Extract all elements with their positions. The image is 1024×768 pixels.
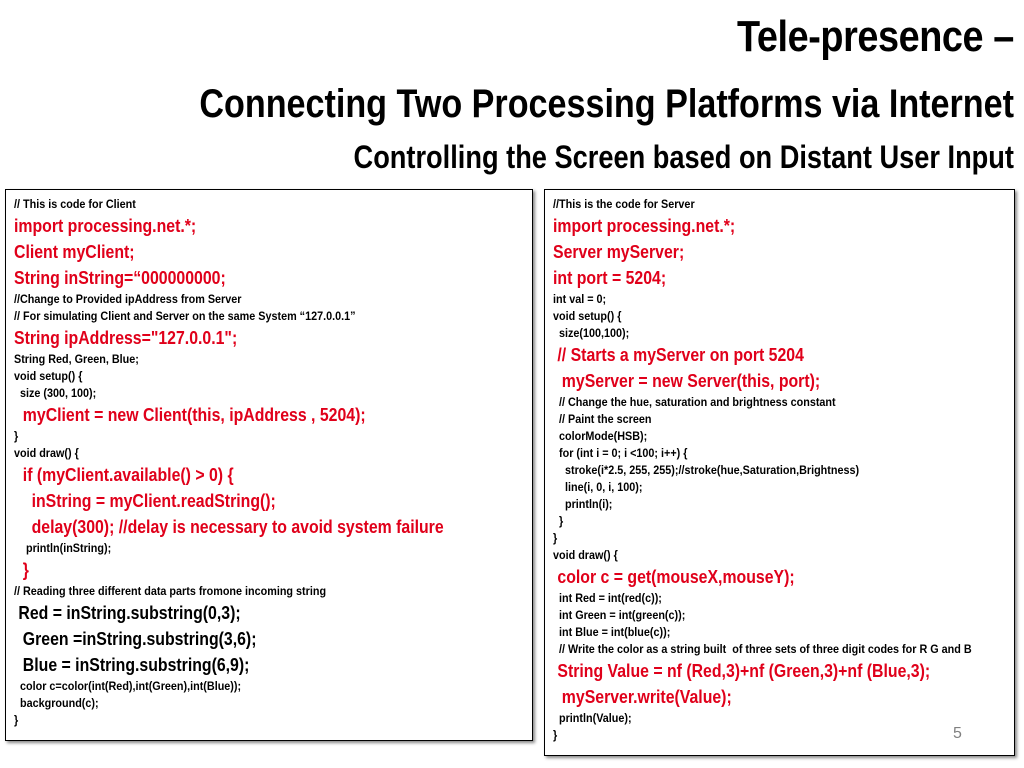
client-code-line: background(c); <box>14 696 99 710</box>
slide-number: 5 <box>953 725 962 742</box>
server-code-line: int port = 5204; <box>553 268 667 288</box>
slide-subtitle-secondary: Controlling the Screen based on Distant User Input <box>353 139 1014 175</box>
client-code-line: if (myClient.available() > 0) { <box>14 465 234 485</box>
client-code-line: void setup() { <box>14 369 83 383</box>
server-code-line: size(100,100); <box>553 326 630 340</box>
client-code-line: } <box>14 429 19 443</box>
client-code-line: Blue = inString.substring(6,9); <box>14 655 250 675</box>
server-code-line: println(Value); <box>553 711 632 725</box>
client-code-line: color c=color(int(Red),int(Green),int(Blue)); <box>14 679 242 693</box>
server-code-line: colorMode(HSB); <box>553 429 648 443</box>
client-code-line: // For simulating Client and Server on the same System “127.0.0.1” <box>14 309 356 323</box>
server-code-line: import processing.net.*; <box>553 216 736 236</box>
client-code-line: inString = myClient.readString(); <box>14 491 276 511</box>
client-code-line: // Reading three different data parts fromone incoming string <box>14 584 327 598</box>
server-code-line: //This is the code for Server <box>553 197 695 211</box>
server-code-line: } <box>553 514 564 528</box>
server-code-line: } <box>553 531 558 545</box>
client-code-line: } <box>14 560 29 580</box>
slide-title: Tele-presence – <box>737 12 1014 61</box>
server-code-line: void draw() { <box>553 548 618 562</box>
client-code-line: String Red, Green, Blue; <box>14 352 139 366</box>
server-code-line: int Red = int(red(c)); <box>553 591 662 605</box>
client-code-line: println(inString); <box>14 541 112 555</box>
server-code-line: myServer = new Server(this, port); <box>553 371 821 391</box>
server-code-line: void setup() { <box>553 309 622 323</box>
client-code-box <box>5 189 533 741</box>
server-code-line: int Green = int(green(c)); <box>553 608 686 622</box>
server-code-line: Server myServer; <box>553 242 685 262</box>
server-code-line: String Value = nf (Red,3)+nf (Green,3)+nf (Blue,3); <box>553 661 931 681</box>
client-code-line: myClient = new Client(this, ipAddress , 5204); <box>14 405 366 425</box>
server-code-line: } <box>553 728 558 742</box>
client-code-line: void draw() { <box>14 446 79 460</box>
server-code-line: for (int i = 0; i <100; i++) { <box>553 446 688 460</box>
client-code-line: size (300, 100); <box>14 386 97 400</box>
server-code-line: color c = get(mouseX,mouseY); <box>553 567 795 587</box>
client-code-line: //Change to Provided ipAddress from Server <box>14 292 242 306</box>
server-code-box <box>544 189 1015 756</box>
server-code-line: println(i); <box>553 497 613 511</box>
client-code-line: delay(300); //delay is necessary to avoid system failure <box>14 517 444 537</box>
server-code-line: // Write the color as a string built of three sets of three digit codes for R G and B <box>553 642 972 656</box>
server-code-line: // Change the hue, saturation and brightness constant <box>553 395 836 409</box>
client-code-line: Client myClient; <box>14 242 135 262</box>
server-code-line: int val = 0; <box>553 292 607 306</box>
client-code-line: String inString=“000000000; <box>14 268 226 288</box>
client-code-line: Green =inString.substring(3,6); <box>14 629 257 649</box>
server-code-line: stroke(i*2.5, 255, 255);//stroke(hue,Saturation,Brightness) <box>553 463 860 477</box>
slide-subtitle: Connecting Two Processing Platforms via Internet <box>199 82 1014 126</box>
client-code-line: } <box>14 713 19 727</box>
server-code-line: line(i, 0, i, 100); <box>553 480 643 494</box>
server-code-line: // Paint the screen <box>553 412 652 426</box>
client-code-line: import processing.net.*; <box>14 216 197 236</box>
server-code-line: // Starts a myServer on port 5204 <box>553 345 804 365</box>
server-code-line: int Blue = int(blue(c)); <box>553 625 671 639</box>
client-code-line: Red = inString.substring(0,3); <box>14 603 241 623</box>
client-code-line: // This is code for Client <box>14 197 136 211</box>
client-code-line: String ipAddress="127.0.0.1"; <box>14 328 238 348</box>
server-code-line: myServer.write(Value); <box>553 687 732 707</box>
